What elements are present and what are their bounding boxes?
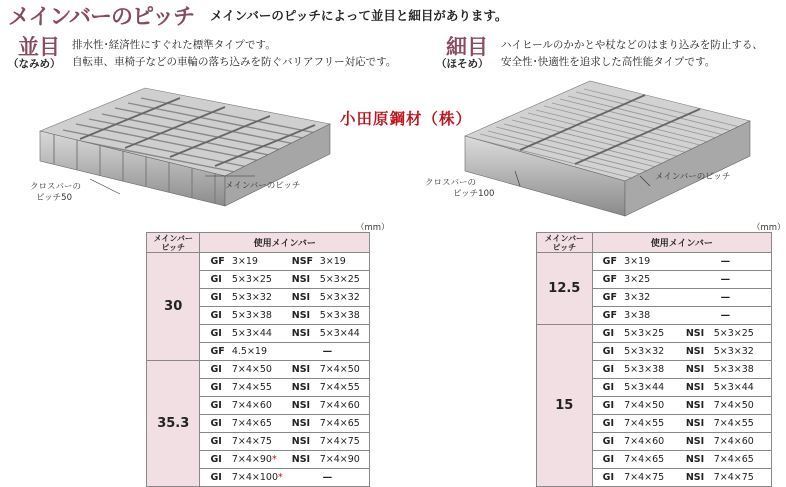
- size-cell: 5×3×44: [620, 379, 680, 397]
- code2-cell: NSI: [286, 397, 316, 415]
- pitch-cell: 15: [537, 325, 593, 487]
- code-cell: GI: [592, 325, 620, 343]
- no-product-dash: —: [286, 469, 370, 487]
- size2-cell: 7×4×50: [710, 397, 772, 415]
- code-cell: GI: [200, 451, 228, 469]
- table-row: [147, 253, 370, 271]
- code-cell: GI: [592, 397, 620, 415]
- size2-cell: 5×3×32: [316, 289, 370, 307]
- spec-table-namime: [146, 232, 370, 487]
- code-cell: GI: [592, 415, 620, 433]
- size-cell: 3×38: [620, 307, 680, 325]
- code2-cell: NSI: [286, 433, 316, 451]
- crossbar-pitch-label-line1: クロスバーの: [425, 178, 477, 188]
- code-cell: GF: [592, 271, 620, 289]
- size-cell: 7×4×100*: [228, 469, 286, 487]
- no-product-dash: —: [680, 307, 772, 325]
- table-row: [537, 325, 772, 343]
- size-cell: 3×32: [620, 289, 680, 307]
- size2-cell: 7×4×60: [710, 433, 772, 451]
- code2-cell: NSI: [680, 379, 710, 397]
- hosome-reading: （ほそめ）: [436, 58, 489, 70]
- asterisk-mark: *: [271, 454, 277, 465]
- code2-cell: NSI: [286, 289, 316, 307]
- no-product-dash: —: [680, 289, 772, 307]
- size-cell: 5×3×32: [620, 343, 680, 361]
- asterisk-mark: *: [278, 472, 283, 483]
- size2-cell: 5×3×38: [710, 361, 772, 379]
- code2-cell: NSI: [680, 325, 710, 343]
- size2-cell: 5×3×44: [316, 325, 370, 343]
- code-cell: GI: [592, 433, 620, 451]
- code2-cell: NSI: [286, 361, 316, 379]
- no-product-dash: —: [286, 343, 370, 361]
- table-head-pitch: [537, 233, 593, 253]
- code2-cell: NSI: [680, 415, 710, 433]
- code-cell: GI: [200, 361, 228, 379]
- code-cell: GI: [592, 469, 620, 487]
- code-cell: GI: [200, 307, 228, 325]
- code-cell: GF: [592, 307, 620, 325]
- size2-cell: 7×4×90: [316, 451, 370, 469]
- size-cell: 5×3×38: [620, 361, 680, 379]
- size-cell: 3×25: [620, 271, 680, 289]
- code2-cell: NSI: [680, 343, 710, 361]
- unit-label-left: （mm）: [356, 223, 390, 233]
- size-cell: 5×3×32: [228, 289, 286, 307]
- size-cell: 7×4×65: [228, 415, 286, 433]
- size2-cell: 7×4×60: [316, 397, 370, 415]
- size-cell: 7×4×55: [620, 415, 680, 433]
- code2-cell: NSI: [286, 325, 316, 343]
- size-cell: 3×19: [620, 253, 680, 271]
- company-name: 小田原鋼材（株）: [340, 110, 473, 128]
- namime-desc-2: 自転車、車椅子などの車輪の落ち込みを防ぐバリアフリー対応です。: [72, 56, 397, 68]
- table-head-mainbar: 使用メインバー: [200, 233, 370, 253]
- code-cell: GI: [200, 289, 228, 307]
- size2-cell: 7×4×55: [710, 415, 772, 433]
- crossbar-pitch-label-right: [425, 178, 494, 200]
- table-row: [537, 253, 772, 271]
- page-subtitle: メインバーのピッチによって並目と細目があります。: [210, 8, 508, 23]
- size-cell: 7×4×50: [228, 361, 286, 379]
- code2-cell: NSI: [680, 433, 710, 451]
- size-cell: 7×4×50: [620, 397, 680, 415]
- hosome-label: 細目: [446, 35, 488, 59]
- code-cell: GI: [200, 325, 228, 343]
- code2-cell: NSI: [680, 469, 710, 487]
- size-cell: 5×3×44: [228, 325, 286, 343]
- mainbar-pitch-label-left: メインバーのピッチ: [225, 181, 301, 191]
- size-cell: 5×3×38: [228, 307, 286, 325]
- code-cell: GF: [200, 253, 228, 271]
- size2-cell: 7×4×65: [710, 451, 772, 469]
- code2-cell: NSI: [286, 415, 316, 433]
- table-head-pitch-line1: メインバー: [153, 233, 193, 243]
- code-cell: GI: [592, 451, 620, 469]
- code2-cell: NSI: [286, 307, 316, 325]
- hosome-desc-2: 安全性･快適性を追求した高性能タイプです。: [501, 56, 716, 68]
- table-head-pitch: [147, 233, 200, 253]
- code-cell: GF: [592, 289, 620, 307]
- code2-cell: NSI: [680, 451, 710, 469]
- pitch-cell: 30: [147, 253, 200, 361]
- crossbar-pitch-label-left: [30, 182, 81, 204]
- code-cell: GI: [200, 397, 228, 415]
- code2-cell: NSI: [286, 451, 316, 469]
- size2-cell: 5×3×25: [710, 325, 772, 343]
- code2-cell: NSI: [680, 361, 710, 379]
- table-head-pitch-line2: ピッチ: [161, 242, 186, 252]
- size2-cell: 5×3×32: [710, 343, 772, 361]
- code-cell: GI: [200, 433, 228, 451]
- size-cell: 3×19: [228, 253, 286, 271]
- size2-cell: 3×19: [316, 253, 370, 271]
- size-cell: 7×4×60: [228, 397, 286, 415]
- size2-cell: 5×3×38: [316, 307, 370, 325]
- pitch-cell: 12.5: [537, 253, 593, 325]
- no-product-dash: —: [680, 271, 772, 289]
- code-cell: GI: [200, 415, 228, 433]
- size-cell: 7×4×65: [620, 451, 680, 469]
- table-row: [147, 361, 370, 379]
- unit-label-right: （mm）: [752, 223, 786, 233]
- grating-illustration-namime: [30, 76, 360, 236]
- crossbar-pitch-label-line2: ピッチ100: [453, 189, 495, 199]
- size-cell: 7×4×60: [620, 433, 680, 451]
- size2-cell: 7×4×65: [316, 415, 370, 433]
- code-cell: GI: [200, 379, 228, 397]
- size-cell: 5×3×25: [620, 325, 680, 343]
- code-cell: GI: [592, 343, 620, 361]
- size2-cell: 7×4×55: [316, 379, 370, 397]
- size-cell: 7×4×55: [228, 379, 286, 397]
- size2-cell: 5×3×44: [710, 379, 772, 397]
- crossbar-pitch-label-line2: ピッチ50: [36, 193, 72, 203]
- size-cell: 5×3×25: [228, 271, 286, 289]
- size2-cell: 7×4×75: [710, 469, 772, 487]
- hosome-desc-1: ハイヒールのかかとや杖などのはまり込みを防止する、: [501, 39, 763, 51]
- size2-cell: 7×4×75: [316, 433, 370, 451]
- size-cell: 7×4×90*: [228, 451, 286, 469]
- table-head-pitch-line2: ピッチ: [552, 242, 577, 252]
- spec-table-hosome: [536, 232, 772, 487]
- code-cell: GF: [200, 343, 228, 361]
- code-cell: GI: [592, 379, 620, 397]
- crossbar-pitch-label-line1: クロスバーの: [30, 182, 82, 192]
- code2-cell: NSI: [680, 397, 710, 415]
- grating-illustration-hosome: [450, 76, 770, 226]
- code2-cell: NSI: [286, 271, 316, 289]
- namime-desc-1: 排水性･経済性にすぐれた標準タイプです。: [72, 39, 276, 51]
- size2-cell: 5×3×25: [316, 271, 370, 289]
- code-cell: GI: [200, 469, 228, 487]
- table-head-pitch-line1: メインバー: [544, 233, 584, 243]
- namime-label: 並目: [18, 35, 60, 59]
- code-cell: GI: [592, 361, 620, 379]
- mainbar-pitch-label-right: メインバーのピッチ: [655, 172, 731, 182]
- no-product-dash: —: [680, 253, 772, 271]
- code2-cell: NSI: [286, 379, 316, 397]
- size-cell: 4.5×19: [228, 343, 286, 361]
- table-head-mainbar: 使用メインバー: [592, 233, 771, 253]
- size-cell: 7×4×75: [228, 433, 286, 451]
- code-cell: GI: [200, 271, 228, 289]
- code-cell: GF: [592, 253, 620, 271]
- size2-cell: 7×4×50: [316, 361, 370, 379]
- namime-reading: （なみめ）: [8, 58, 61, 70]
- page-title: メインバーのピッチ: [8, 5, 195, 30]
- size-cell: 7×4×75: [620, 469, 680, 487]
- code2-cell: NSF: [286, 253, 316, 271]
- pitch-cell: 35.3: [147, 361, 200, 487]
